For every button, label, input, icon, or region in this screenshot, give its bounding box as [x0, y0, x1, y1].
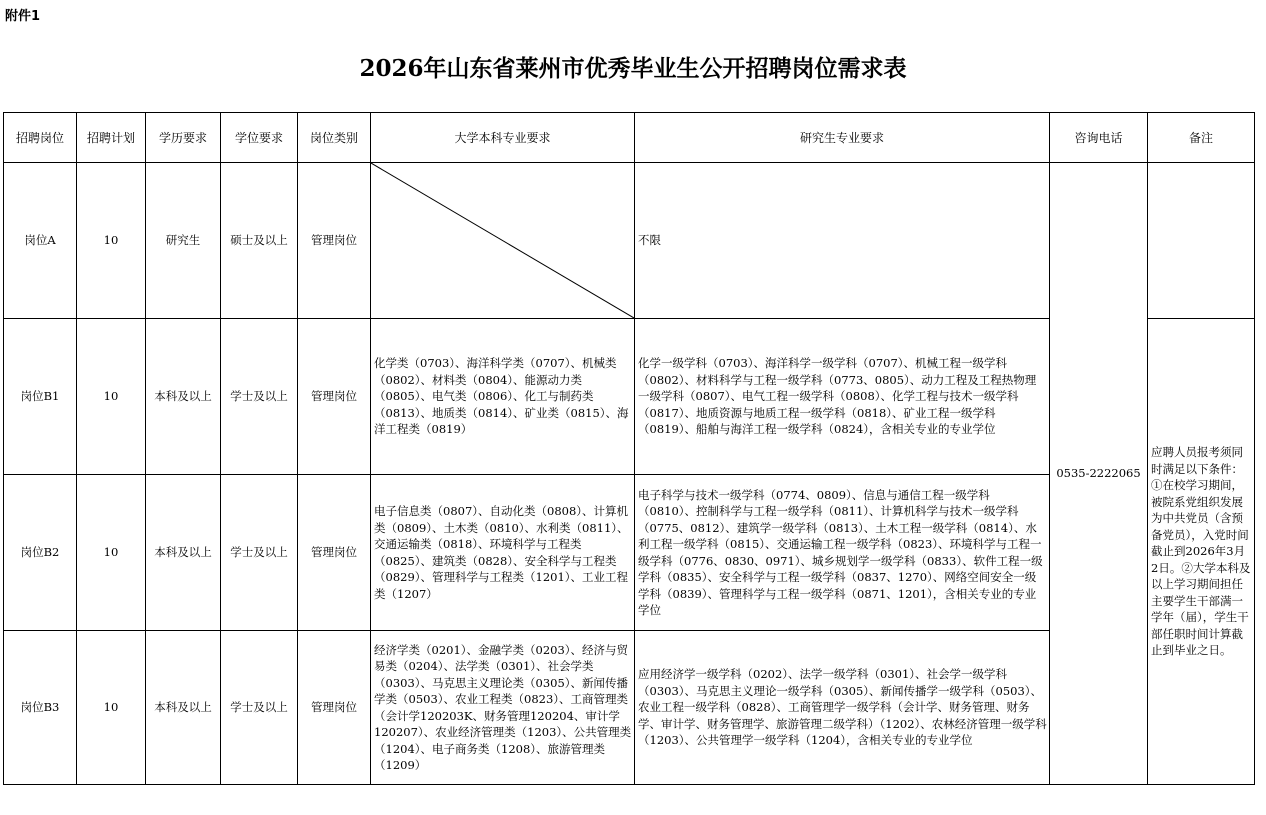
cell-graduate: 不限	[635, 163, 1050, 319]
cell-undergrad-empty	[371, 163, 635, 319]
cell-plan: 10	[77, 319, 146, 475]
cell-education: 本科及以上	[146, 631, 221, 785]
diagonal-slash	[371, 163, 634, 318]
cell-degree: 学士及以上	[221, 319, 298, 475]
header-education: 学历要求	[146, 113, 221, 163]
cell-post: 岗位B1	[4, 319, 77, 475]
cell-degree: 学士及以上	[221, 631, 298, 785]
cell-plan: 10	[77, 475, 146, 631]
cell-education: 研究生	[146, 163, 221, 319]
cell-education: 本科及以上	[146, 475, 221, 631]
cell-remark: 应聘人员报考须同时满足以下条件：①在校学习期间，被院系党组织发展为中共党员（含预备党员），入党时间截止到2026年3月2日。②大学本科及以上学习期间担任主要学生干部满一学年（届），学生干部任职时间计算截止到毕业之日。	[1148, 319, 1255, 785]
cell-post: 岗位A	[4, 163, 77, 319]
cell-degree: 硕士及以上	[221, 163, 298, 319]
header-degree: 学位要求	[221, 113, 298, 163]
cell-post: 岗位B3	[4, 631, 77, 785]
table-header-row	[4, 113, 1255, 163]
header-post: 招聘岗位	[4, 113, 77, 163]
cell-graduate: 电子科学与技术一级学科（0774、0809）、信息与通信工程一级学科（0810）、控制科学与工程一级学科（0811）、计算机科学与技术一级学科（0775、0812）、建筑学一级学科（0813）、土木工程一级学科（0814）、水利工程一级学科（0815）、交通运输工程一级学科（0823）、环境科学与工程一级学科（0776、0830、0971）、城乡规划学一级学科（0833）、软件工程一级学科（0835）、安全科学与工程一级学科（0837、1270）、网络空间安全一级学科（0839）、管理科学与工程一级学科（0871、1201），含相关专业的专业学位	[635, 475, 1050, 631]
header-graduate: 研究生专业要求	[635, 113, 1050, 163]
cell-phone: 0535-2222065	[1050, 163, 1148, 785]
cell-category: 管理岗位	[298, 163, 371, 319]
cell-category: 管理岗位	[298, 319, 371, 475]
header-phone: 咨询电话	[1050, 113, 1148, 163]
header-undergrad: 大学本科专业要求	[371, 113, 635, 163]
page-title: 2026年山东省莱州市优秀毕业生公开招聘岗位需求表	[359, 55, 907, 82]
header-remark: 备注	[1148, 113, 1255, 163]
cell-category: 管理岗位	[298, 631, 371, 785]
header-category: 岗位类别	[298, 113, 371, 163]
cell-plan: 10	[77, 631, 146, 785]
cell-degree: 学士及以上	[221, 475, 298, 631]
recruitment-table	[3, 112, 1255, 785]
cell-graduate: 化学一级学科（0703）、海洋科学一级学科（0707）、机械工程一级学科（0802）、材料科学与工程一级学科（0773、0805）、动力工程及工程热物理一级学科（0807）、电气工程一级学科（0808）、化学工程与技术一级学科（0817）、地质资源与地质工程一级学科（0818）、矿业工程一级学科（0819）、船舶与海洋工程一级学科（0824），含相关专业的专业学位	[635, 319, 1050, 475]
cell-education: 本科及以上	[146, 319, 221, 475]
header-plan: 招聘计划	[77, 113, 146, 163]
cell-plan: 10	[77, 163, 146, 319]
cell-post: 岗位B2	[4, 475, 77, 631]
cell-undergrad: 化学类（0703）、海洋科学类（0707）、机械类（0802）、材料类（0804）、能源动力类（0805）、电气类（0806）、化工与制药类（0813）、地质类（0814）、矿业类（0815）、海洋工程类（0819）	[371, 319, 635, 475]
cell-remark-top	[1148, 163, 1255, 319]
table-row	[4, 163, 1255, 319]
cell-category: 管理岗位	[298, 475, 371, 631]
cell-undergrad: 经济学类（0201）、金融学类（0203）、经济与贸易类（0204）、法学类（0301）、社会学类（0303）、马克思主义理论类（0305）、新闻传播学类（0503）、农业工程类（0823）、工商管理类（会计学120203K、财务管理120204、审计学120207）、农业经济管理类（1203）、公共管理类（1204）、电子商务类（1208）、旅游管理类（1209）	[371, 631, 635, 785]
attachment-label: 附件1	[5, 9, 41, 24]
cell-undergrad: 电子信息类（0807）、自动化类（0808）、计算机类（0809）、土木类（0810）、水利类（0811）、交通运输类（0818）、环境科学与工程类（0825）、建筑类（0828）、安全科学与工程类（0829）、管理科学与工程类（1201）、工业工程类（1207）	[371, 475, 635, 631]
cell-graduate: 应用经济学一级学科（0202）、法学一级学科（0301）、社会学一级学科（0303）、马克思主义理论一级学科（0305）、新闻传播学一级学科（0503）、农业工程一级学科（0828）、工商管理学一级学科（会计学、财务管理、财务学、审计学、财务管理学、旅游管理二级学科）（1202）、农林经济管理一级学科（1203）、公共管理学一级学科（1204），含相关专业的专业学位	[635, 631, 1050, 785]
